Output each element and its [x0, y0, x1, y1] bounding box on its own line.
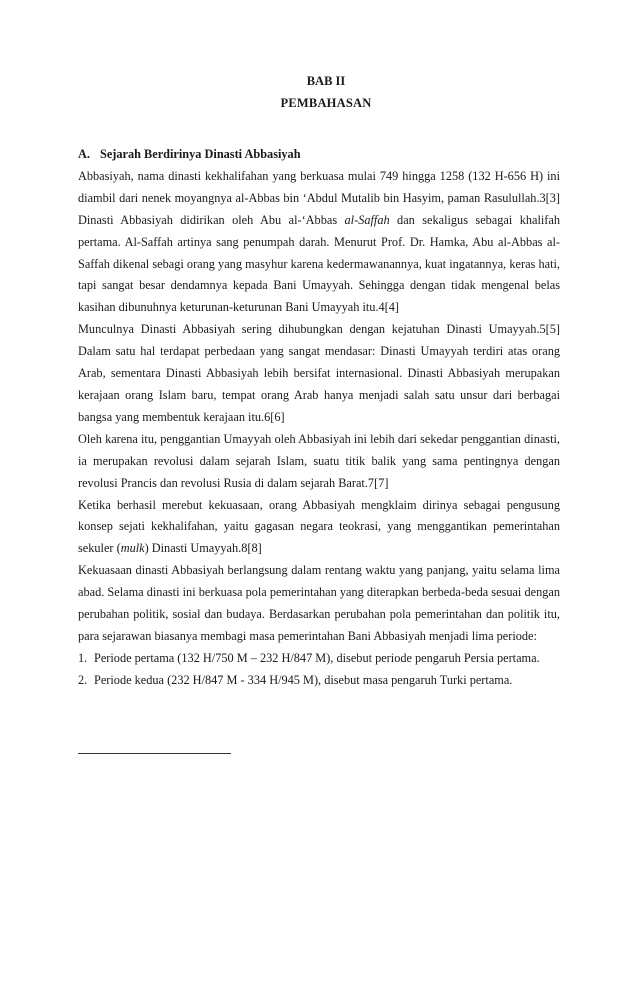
paragraph — [78, 166, 560, 319]
body-content — [78, 144, 560, 692]
list-item-text: Periode kedua (232 H/847 M - 334 H/945 M), disebut masa pengaruh Turki pertama. — [94, 672, 513, 687]
paragraph-text: Kekuasaan dinasti Abbasiyah berlangsung dalam rentang waktu yang panjang, yaitu selama lima abad. Selama dinasti ini berkuasa pola pemerintahan yang diterapkan berbeda-beda sesuai dengan perubahan politik, sosial dan budaya. Berdasarkan perubahan pola pemerintahan dan politik itu, para sejarawan biasanya membagi masa pemerintahan Bani Abbasiyah menjadi lima periode: — [78, 563, 560, 643]
paragraph-italic-term: mulk — [120, 541, 145, 556]
paragraph-text: Oleh karena itu, penggantian Umayyah oleh Abbasiyah ini lebih dari sekedar penggantian dinasti, ia merupakan revolusi dalam sejarah Islam, suatu titik balik yang sama pentingnya dengan revolusi Prancis dan revolusi Rusia di dalam sejarah Barat.7[7] — [78, 431, 560, 490]
section-title: Sejarah Berdirinya Dinasti Abbasiyah — [100, 147, 301, 161]
paragraph-text: dan sekaligus sebagai khalifah pertama. Al-Saffah artinya sang penumpah darah. Menurut Prof. Dr. Hamka, Abu al-Abbas al-Saffah dikenal sebagi orang yang masyhur karena kedermawanannya, kuat ingatannya, keras hati, tapi sangat besar dendamnya kepada Bani Umayyah. Sehingga dengan tidak mengenal belas kasihan dibunuhnya keturunan-keturunan Bani Umayyah itu.4[4] — [78, 212, 560, 315]
chapter-title: PEMBAHASAN — [280, 96, 372, 110]
section-letter: A. — [78, 147, 90, 161]
paragraph — [78, 560, 560, 648]
paragraph — [78, 319, 560, 429]
footnote-separator — [78, 753, 231, 754]
chapter-number: BAB II — [306, 74, 346, 88]
paragraph-text: ) Dinasti Umayyah.8[8] — [144, 541, 262, 556]
list-item — [78, 670, 560, 692]
paragraph-text: Ketika berhasil merebut kekuasaan, orang Abbasiyah mengklaim dirinya sebagai pengusung konsep sejati kekhalifahan, yaitu gagasan negara teokrasi, yang menggantikan pemerintahan sekuler ( — [78, 497, 560, 556]
paragraph-text: Abbasiyah, nama dinasti kekhalifahan yang berkuasa mulai 749 hingga 1258 (132 H-656 H) ini diambil dari nenek moyangnya al-Abbas bin ‘Abdul Mutalib bin Hasyim, paman Rasulullah.3[3] Dinasti Abbasiyah didirikan oleh Abu al-‘Abbas — [78, 168, 560, 227]
paragraph-italic-term: al-Saffah — [344, 212, 390, 227]
paragraph-text: Munculnya Dinasti Abbasiyah sering dihubungkan dengan kejatuhan Dinasti Umayyah.5[5] Dalam satu hal terdapat perbedaan yang sangat mendasar: Dinasti Umayyah terdiri atas orang Arab, sementara Dinasti Abbasiyah lebih bersifat internasional. Dinasti Abbasiyah merupakan kerajaan orang Islam baru, tempat orang Arab hanya menjadi salah satu unsur dari berbagai bangsa yang membentuk kerajaan itu.6[6] — [78, 322, 560, 424]
list-item-number: 2. — [78, 672, 88, 687]
period-list — [78, 648, 560, 692]
paragraph — [78, 429, 560, 495]
list-item-text: Periode pertama (132 H/750 M – 232 H/847 M), disebut periode pengaruh Persia pertama. — [94, 650, 540, 665]
section-heading — [78, 144, 560, 166]
list-item — [78, 648, 560, 670]
list-item-number: 1. — [78, 650, 88, 665]
paragraph — [78, 495, 560, 561]
